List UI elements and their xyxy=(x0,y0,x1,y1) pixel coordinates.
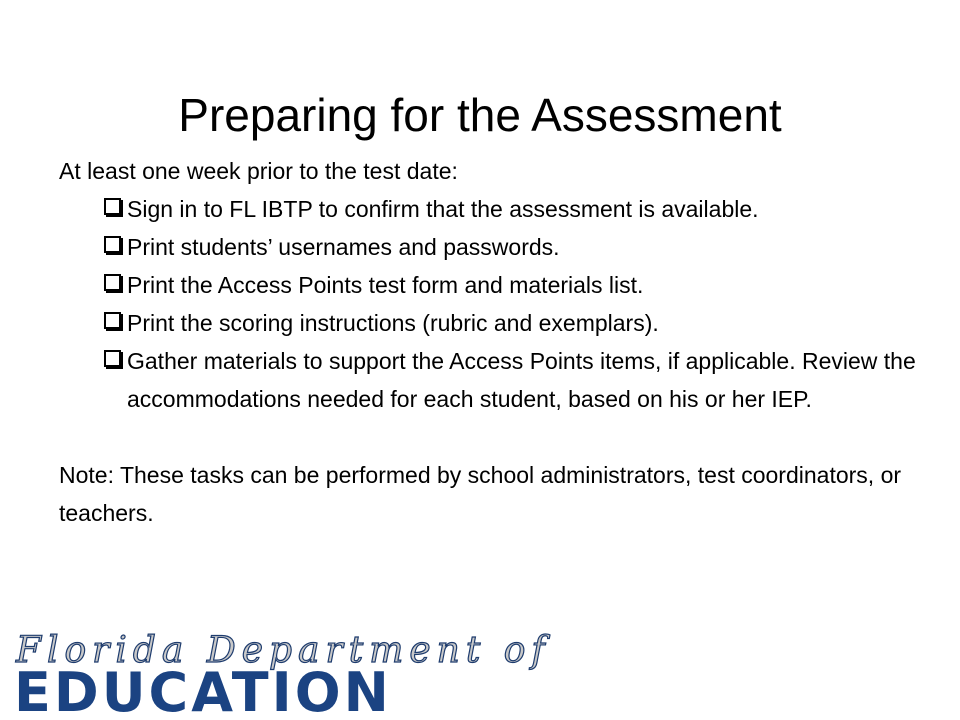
florida-doe-logo xyxy=(14,630,551,720)
checklist-item xyxy=(104,266,919,304)
slide-title: Preparing for the Assessment xyxy=(178,88,782,141)
logo-main-text: EDUCATION xyxy=(14,661,392,720)
checklist xyxy=(59,190,919,418)
note-text: Note: These tasks can be performed by school administrators, test coordinators, or teachers. xyxy=(59,462,902,526)
checklist-item-text: Print the Access Points test form and materials list. xyxy=(127,272,644,298)
checkbox-icon xyxy=(104,198,121,215)
checkbox-icon xyxy=(104,312,121,329)
checkbox-icon xyxy=(104,274,121,291)
logo-script-text: Florida Department of xyxy=(16,630,551,671)
intro-text: At least one week prior to the test date: xyxy=(59,158,458,184)
checkbox-icon xyxy=(104,236,121,253)
checklist-item-text: Print the scoring instructions (rubric and exemplars). xyxy=(127,310,659,336)
checklist-item xyxy=(104,190,919,228)
checklist-item-text: Sign in to FL IBTP to confirm that the assessment is available. xyxy=(127,196,759,222)
checkbox-icon xyxy=(104,350,121,367)
checklist-item xyxy=(104,304,919,342)
checklist-item xyxy=(104,228,919,266)
slide-body xyxy=(59,152,919,532)
checklist-item xyxy=(104,342,919,418)
checklist-item-text: Print students’ usernames and passwords. xyxy=(127,234,560,260)
checklist-item-text: Gather materials to support the Access Points items, if applicable. Review the accommodations needed for each student, based on his or her IEP. xyxy=(127,348,916,412)
